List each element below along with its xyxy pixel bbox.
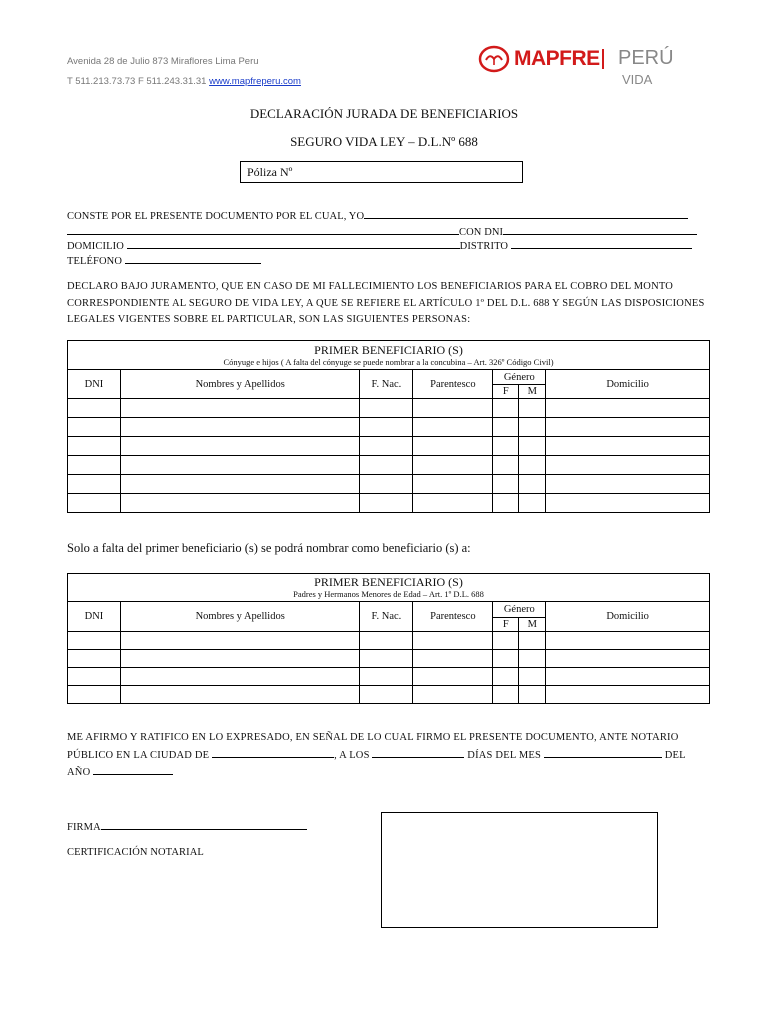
table-row bbox=[68, 650, 710, 668]
cell-dni[interactable] bbox=[68, 437, 121, 456]
cell-genero-f[interactable] bbox=[493, 632, 519, 650]
cell-domicilio[interactable] bbox=[546, 650, 710, 668]
cell-dni[interactable] bbox=[68, 632, 121, 650]
declaration-line-1: DECLARO BAJO JURAMENTO, QUE EN CASO DE MI FALLECIMIENTO LOS BENEFICIARIOS PARA EL COBRO DEL MONTO bbox=[67, 281, 674, 292]
cell-fnac[interactable] bbox=[360, 399, 413, 418]
notarial-certification-box[interactable] bbox=[381, 812, 658, 928]
col-genero-m: M bbox=[519, 385, 546, 399]
col-dni: DNI bbox=[68, 602, 121, 632]
declaration-line-3: LEGALES VIGENTES SOBRE EL PARTICULAR, SON LAS SIGUIENTES PERSONAS: bbox=[67, 314, 471, 325]
table-2-title: PRIMER BENEFICIARIO (S) bbox=[314, 575, 463, 589]
col-domicilio: Domicilio bbox=[546, 602, 710, 632]
cell-dni[interactable] bbox=[68, 475, 121, 494]
col-dni: DNI bbox=[68, 370, 121, 399]
cell-domicilio[interactable] bbox=[546, 399, 710, 418]
declarant-name-continued-blank[interactable] bbox=[67, 224, 459, 235]
cell-parentesco[interactable] bbox=[413, 456, 493, 475]
cell-parentesco[interactable] bbox=[413, 399, 493, 418]
cell-dni[interactable] bbox=[68, 686, 121, 704]
cell-parentesco[interactable] bbox=[413, 686, 493, 704]
beneficiaries-table-1 bbox=[67, 340, 710, 513]
cell-genero-m[interactable] bbox=[519, 668, 546, 686]
cell-domicilio[interactable] bbox=[546, 686, 710, 704]
firma-label: FIRMA bbox=[67, 822, 101, 833]
solo-note: Solo a falta del primer beneficiario (s) se podrá nombrar como beneficiario (s) a: bbox=[67, 541, 471, 555]
declarant-dni-line bbox=[67, 224, 697, 238]
col-genero-f: F bbox=[493, 385, 519, 399]
declarant-name-blank[interactable] bbox=[364, 208, 688, 219]
declarant-name-label: CONSTE POR EL PRESENTE DOCUMENTO POR EL CUAL, YO bbox=[67, 211, 365, 222]
domicilio-label: DOMICILIO bbox=[67, 241, 124, 252]
anio-label: AÑO bbox=[67, 767, 91, 778]
cell-genero-f[interactable] bbox=[493, 668, 519, 686]
distrito-blank[interactable] bbox=[511, 238, 692, 249]
certificacion-notarial-label: CERTIFICACIÓN NOTARIAL bbox=[67, 847, 204, 858]
domicilio-blank[interactable] bbox=[127, 238, 460, 249]
logo-brand: MAPFRE bbox=[514, 47, 600, 70]
ciudad-blank[interactable] bbox=[212, 747, 334, 758]
cell-genero-m[interactable] bbox=[519, 456, 546, 475]
logo-product: VIDA bbox=[622, 72, 653, 87]
distrito-label: DISTRITO bbox=[459, 241, 509, 252]
cell-parentesco[interactable] bbox=[413, 494, 493, 513]
ratification-line-3 bbox=[67, 764, 712, 782]
cell-genero-m[interactable] bbox=[519, 686, 546, 704]
cell-dni[interactable] bbox=[68, 418, 121, 437]
cell-genero-f[interactable] bbox=[493, 456, 519, 475]
cell-fnac[interactable] bbox=[360, 650, 413, 668]
mes-blank[interactable] bbox=[544, 747, 662, 758]
cell-genero-f[interactable] bbox=[493, 650, 519, 668]
ratification-line-1: ME AFIRMO Y RATIFICO EN LO EXPRESADO, EN SEÑAL DE LO CUAL FIRMO EL PRESENTE DOCUMENTO, ANTE NOTARIO bbox=[67, 732, 679, 743]
cell-fnac[interactable] bbox=[360, 475, 413, 494]
cell-nombres[interactable] bbox=[120, 494, 360, 513]
cell-domicilio[interactable] bbox=[546, 437, 710, 456]
cell-parentesco[interactable] bbox=[413, 418, 493, 437]
table-row bbox=[68, 686, 710, 704]
dias-mes-label: DÍAS DEL MES bbox=[467, 749, 542, 761]
declaration-line-2: CORRESPONDIENTE AL SEGURO DE VIDA LEY, A QUE SE REFIERE EL ARTÍCULO 1º DEL D.L. 688 Y SEGÚN LAS DISPOSICIONES bbox=[67, 297, 705, 309]
ratification-paragraph bbox=[67, 730, 712, 782]
logo-separator bbox=[602, 49, 604, 69]
firma-blank[interactable] bbox=[101, 819, 307, 830]
cell-genero-m[interactable] bbox=[519, 475, 546, 494]
cell-dni[interactable] bbox=[68, 650, 121, 668]
cell-nombres[interactable] bbox=[120, 399, 360, 418]
cell-nombres[interactable] bbox=[120, 668, 360, 686]
cell-domicilio[interactable] bbox=[546, 456, 710, 475]
document-title: DECLARACIÓN JURADA DE BENEFICIARIOS bbox=[249, 106, 519, 121]
col-nombres: Nombres y Apellidos bbox=[120, 602, 360, 632]
table-row bbox=[68, 668, 710, 686]
col-nombres: Nombres y Apellidos bbox=[120, 370, 360, 399]
cell-nombres[interactable] bbox=[120, 650, 360, 668]
table-row bbox=[68, 475, 710, 494]
mapfre-logo bbox=[478, 45, 678, 90]
table-row bbox=[68, 418, 710, 437]
cell-nombres[interactable] bbox=[120, 456, 360, 475]
firma-line bbox=[67, 819, 307, 833]
cell-fnac[interactable] bbox=[360, 668, 413, 686]
table-2-subtitle: Padres y Hermanos Menores de Edad – Art. 1º D.L. 688 bbox=[293, 589, 484, 599]
cell-nombres[interactable] bbox=[120, 418, 360, 437]
col-genero: Género bbox=[493, 602, 546, 618]
col-genero-m: M bbox=[519, 618, 546, 632]
cell-parentesco[interactable] bbox=[413, 475, 493, 494]
table-1-header bbox=[68, 341, 710, 370]
cell-fnac[interactable] bbox=[360, 494, 413, 513]
cell-genero-f[interactable] bbox=[493, 686, 519, 704]
col-fnac: F. Nac. bbox=[360, 602, 413, 632]
col-parentesco: Parentesco bbox=[413, 602, 493, 632]
dni-label: CON DNI bbox=[459, 227, 504, 238]
website-link[interactable]: www.mapfreperu.com bbox=[209, 76, 301, 87]
table-2-header bbox=[68, 574, 710, 602]
cell-parentesco[interactable] bbox=[413, 668, 493, 686]
col-domicilio: Domicilio bbox=[546, 370, 710, 399]
col-genero: Género bbox=[493, 370, 546, 385]
telefono-label: TELÉFONO bbox=[67, 256, 123, 267]
telefono-blank[interactable] bbox=[125, 253, 261, 264]
cell-dni[interactable] bbox=[68, 456, 121, 475]
cell-dni[interactable] bbox=[68, 494, 121, 513]
cell-nombres[interactable] bbox=[120, 437, 360, 456]
cell-parentesco[interactable] bbox=[413, 437, 493, 456]
mapfre-emblem-icon bbox=[478, 45, 510, 73]
table-2-body bbox=[68, 632, 710, 704]
dni-blank[interactable] bbox=[503, 224, 697, 235]
table-row bbox=[68, 632, 710, 650]
anio-blank[interactable] bbox=[93, 764, 173, 775]
cell-parentesco[interactable] bbox=[413, 650, 493, 668]
cell-fnac[interactable] bbox=[360, 456, 413, 475]
cell-domicilio[interactable] bbox=[546, 475, 710, 494]
cell-genero-m[interactable] bbox=[519, 437, 546, 456]
table-1-title: PRIMER BENEFICIARIO (S) bbox=[314, 342, 463, 357]
col-fnac: F. Nac. bbox=[360, 370, 413, 399]
cell-domicilio[interactable] bbox=[546, 668, 710, 686]
table-1-body bbox=[68, 399, 710, 513]
declarant-name-line bbox=[67, 208, 688, 222]
policy-label: Póliza Nº bbox=[247, 165, 293, 179]
cell-dni[interactable] bbox=[68, 668, 121, 686]
cell-fnac[interactable] bbox=[360, 418, 413, 437]
cell-genero-f[interactable] bbox=[493, 494, 519, 513]
cell-fnac[interactable] bbox=[360, 686, 413, 704]
cell-domicilio[interactable] bbox=[546, 418, 710, 437]
col-genero-f: F bbox=[493, 618, 519, 632]
ciudad-label: PÚBLICO EN LA CIUDAD DE bbox=[67, 749, 210, 761]
cell-domicilio[interactable] bbox=[546, 494, 710, 513]
cell-genero-m[interactable] bbox=[519, 418, 546, 437]
company-address: Avenida 28 de Julio 873 Miraflores Lima Peru bbox=[67, 56, 259, 67]
cell-genero-f[interactable] bbox=[493, 418, 519, 437]
table-row bbox=[68, 494, 710, 513]
cell-genero-f[interactable] bbox=[493, 437, 519, 456]
cell-parentesco[interactable] bbox=[413, 632, 493, 650]
cell-fnac[interactable] bbox=[360, 437, 413, 456]
dias-blank[interactable] bbox=[372, 747, 464, 758]
cell-genero-f[interactable] bbox=[493, 399, 519, 418]
cell-dni[interactable] bbox=[68, 399, 121, 418]
del-label: DEL bbox=[664, 749, 686, 761]
telefono-line bbox=[67, 253, 261, 267]
domicilio-line bbox=[67, 238, 692, 252]
cell-domicilio[interactable] bbox=[546, 632, 710, 650]
cell-genero-m[interactable] bbox=[519, 494, 546, 513]
company-phones: T 511.213.73.73 F 511.243.31.31 bbox=[67, 76, 207, 87]
document-subtitle: SEGURO VIDA LEY – D.L.Nº 688 bbox=[290, 134, 478, 149]
cell-nombres[interactable] bbox=[120, 686, 360, 704]
table-row bbox=[68, 456, 710, 475]
a-los-label: , A LOS bbox=[334, 749, 370, 761]
table-row bbox=[68, 437, 710, 456]
cell-nombres[interactable] bbox=[120, 475, 360, 494]
company-contact bbox=[67, 76, 301, 87]
cell-genero-f[interactable] bbox=[493, 475, 519, 494]
table-row bbox=[68, 399, 710, 418]
table-1-subtitle: Cónyuge e hijos ( A falta del cónyuge se puede nombrar a la concubina – Art. 326º Código Civil) bbox=[223, 356, 554, 367]
cell-fnac[interactable] bbox=[360, 632, 413, 650]
policy-number-field[interactable] bbox=[240, 161, 523, 183]
cell-genero-m[interactable] bbox=[519, 650, 546, 668]
cell-genero-m[interactable] bbox=[519, 399, 546, 418]
cell-nombres[interactable] bbox=[120, 632, 360, 650]
declaration-paragraph bbox=[67, 279, 712, 329]
col-parentesco: Parentesco bbox=[413, 370, 493, 399]
beneficiaries-table-2 bbox=[67, 573, 710, 704]
cell-genero-m[interactable] bbox=[519, 632, 546, 650]
logo-country: PERÚ bbox=[618, 47, 674, 69]
ratification-line-2 bbox=[67, 747, 712, 765]
